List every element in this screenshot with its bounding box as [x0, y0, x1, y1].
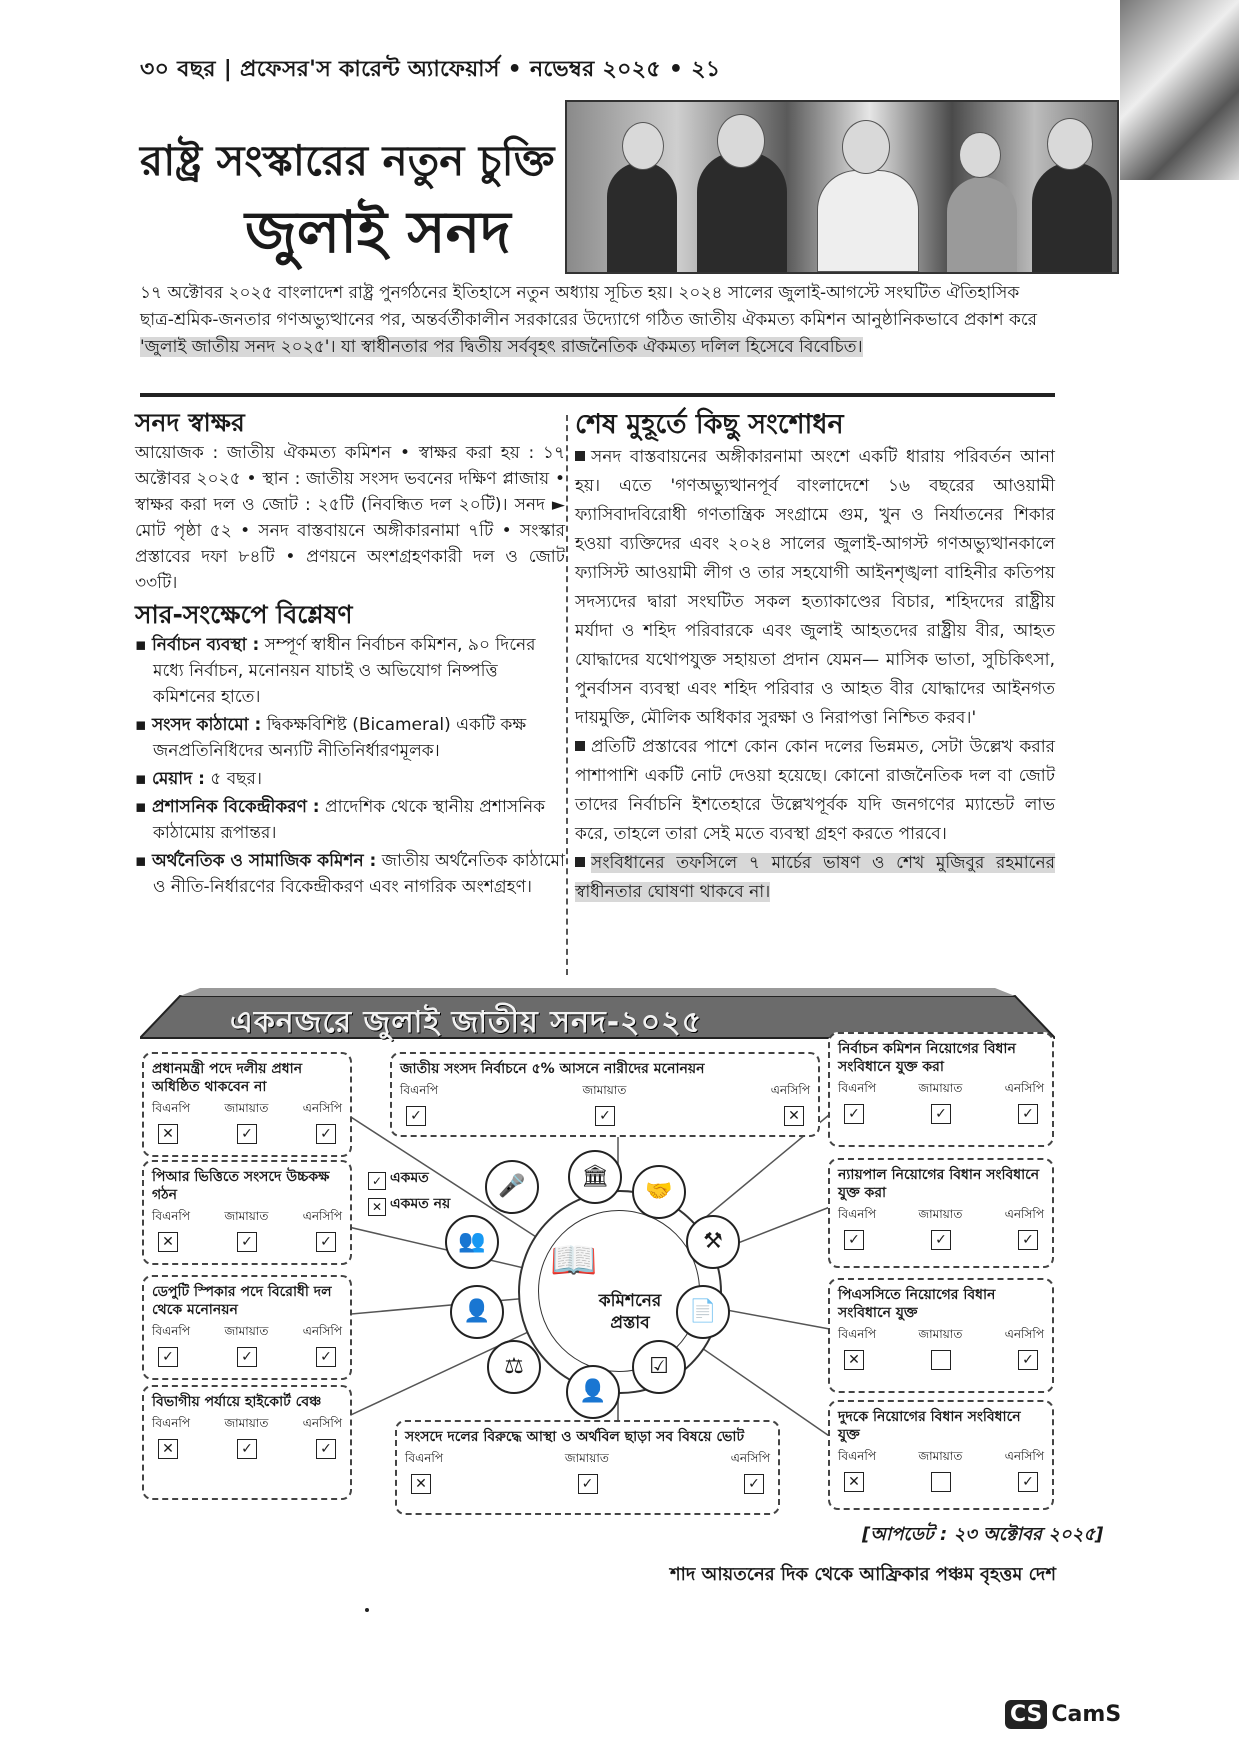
- amendments-heading: শেষ মুহূর্তে কিছু সংশোধন: [575, 409, 844, 440]
- cross-icon: ✕: [411, 1474, 431, 1494]
- proposal-title: সংসদে দলের বিরুদ্ধে আস্থা ও অর্থবিল ছাড়া সব বিষয়ে ভোট: [405, 1429, 745, 1445]
- ballot-icon: ☑: [632, 1340, 686, 1394]
- party-labels: [838, 1326, 1044, 1346]
- proposal-title: দুদকে নিয়োগের বিধান সংবিধানে যুক্ত: [838, 1409, 1021, 1443]
- footer-line: শাদ আয়তনের দিক থেকে আফ্রিকার পঞ্চম বৃহত্তম দেশ: [670, 1564, 1056, 1585]
- check-icon: ✓: [368, 1172, 386, 1190]
- proposal-title: নির্বাচন কমিশন নিয়োগের বিধান সংবিধানে যুক্ত করা: [838, 1041, 1016, 1075]
- proposal-title: পিআর ভিত্তিতে সংসদে উচ্চকক্ষ গঠন: [152, 1169, 330, 1203]
- party-label: এনসিপি: [1004, 1081, 1044, 1095]
- cross-icon: ✕: [784, 1106, 804, 1126]
- analysis-item: ▪ মেয়াদ : ৫ বছর।: [135, 769, 262, 789]
- speck: [365, 1608, 369, 1612]
- person-icon: 👤: [450, 1285, 504, 1339]
- analysis-item: ▪ অর্থনৈতিক ও সামাজিক কমিশন : জাতীয় অর্থনৈতিক কাঠামো ও নীতি-নির্ধারণের বিকেন্দ্রীকরণ এবং নাগরিক অংশগ্রহণ।: [135, 851, 565, 897]
- party-label: এনসিপি: [1004, 1327, 1044, 1341]
- party-label: এনসিপি: [1004, 1449, 1044, 1463]
- proposal-box: [142, 1160, 352, 1265]
- check-icon: ✓: [1018, 1350, 1038, 1370]
- check-icon: ✓: [316, 1124, 336, 1144]
- proposal-title: জাতীয় সংসদ নির্বাচনে ৫% আসনে নারীদের মনোনয়ন: [400, 1061, 705, 1077]
- party-label: বিএনপি: [838, 1449, 876, 1463]
- vote-marks: [838, 1350, 1044, 1370]
- party-labels: [152, 1415, 342, 1435]
- party-label: বিএনপি: [400, 1083, 438, 1097]
- party-label: বিএনপি: [838, 1327, 876, 1341]
- check-icon: ✓: [931, 1230, 951, 1250]
- check-icon: ✓: [595, 1106, 615, 1126]
- cs-logo: CS: [1005, 1700, 1047, 1729]
- party-label: জামায়াত: [582, 1083, 627, 1097]
- empty-box-icon: [931, 1350, 951, 1370]
- party-label: জামায়াত: [224, 1101, 269, 1115]
- party-labels: [152, 1323, 342, 1343]
- check-icon: ✓: [316, 1347, 336, 1367]
- bullet-icon: ▪: [135, 715, 152, 735]
- party-label: জামায়াত: [918, 1327, 963, 1341]
- party-labels: [152, 1100, 342, 1120]
- vote-marks: [405, 1474, 770, 1494]
- cross-icon: ✕: [158, 1232, 178, 1252]
- citizen-icon: 👤: [566, 1365, 620, 1419]
- check-icon: ✓: [844, 1230, 864, 1250]
- open-book-icon: 📖: [550, 1238, 598, 1282]
- analysis-item: ▪ প্রশাসনিক বিকেন্দ্রীকরণ : প্রাদেশিক থেকে স্থানীয় প্রশাসনিক কাঠামোয় রূপান্তর।: [135, 797, 546, 843]
- proposal-box: [828, 1278, 1054, 1393]
- vote-marks: [400, 1106, 810, 1126]
- check-icon: ✓: [237, 1232, 257, 1252]
- check-icon: ✓: [1018, 1104, 1038, 1124]
- check-icon: ✓: [237, 1124, 257, 1144]
- check-icon: ✓: [1018, 1230, 1038, 1250]
- bullet-icon: ▪: [135, 851, 152, 871]
- vote-marks: [838, 1104, 1044, 1124]
- update-note: [আপডেট : ২৩ অক্টোবর ২০২৫]: [862, 1524, 1104, 1545]
- party-label: জামায়াত: [224, 1416, 269, 1430]
- bullet-icon: ▪: [135, 797, 152, 817]
- proposal-box: [142, 1385, 352, 1500]
- proposal-box: [142, 1052, 352, 1157]
- bullet-icon: ▪: [135, 769, 152, 789]
- party-label: এনসিপি: [302, 1209, 342, 1223]
- group-icon: 👥: [445, 1215, 499, 1269]
- page-header: ৩০ বছর | প্রফেসর'স কারেন্ট অ্যাফেয়ার্স • নভেম্বর ২০২৫ • ২১: [140, 57, 721, 82]
- speaker-icon: 🎤: [485, 1160, 539, 1214]
- analysis-heading: সার-সংক্ষেপে বিশ্লেষণ: [135, 600, 353, 629]
- party-labels: [400, 1082, 810, 1102]
- cross-icon: ✕: [158, 1124, 178, 1144]
- amendment-paragraph-1: সনদ বাস্তবায়নের অঙ্গীকারনামা অংশে একটি ধারায় পরিবর্তন আনা হয়। এতে 'গণঅভ্যুত্থানপূর্ব বাংলাদেশে ১৬ বছরের আওয়ামী ফ্যাসিবাদবিরোধী গণতান্ত্রিক সংগ্রামে গুম, খুন ও নির্যাতনের শিকার হওয়া ব্যক্তিদের এবং ২০২৪ সালের জুলাই-আগস্ট গণঅভ্যুত্থানকালে ফ্যাসিস্ট আওয়ামী লীগ ও তার সহযোগী আইনশৃঙ্খলা বাহিনীর কতিপয় সদস্যদের দ্বারা সংঘটিত সকল হত্যাকাণ্ডের বিচার, শহিদদের রাষ্ট্রীয় মর্যাদা ও শহিদ পরিবারকে এবং জুলাই আহতদের রাষ্ট্রীয় বীর, আহত যোদ্ধাদের যথোপযুক্ত সহায়তা প্রদান যেমন— মাসিক ভাতা, সুচিকিৎসা, পুনর্বাসন ব্যবস্থা এবং শহিদ পরিবার ও আহত বীর যোদ্ধাদের আইনগত দায়মুক্তি, মৌলিক অধিকার সুরক্ষা ও নিরাপত্তা নিশ্চিত করব।': [575, 447, 1055, 728]
- proposal-box: [828, 1400, 1054, 1510]
- party-labels: [838, 1206, 1044, 1226]
- party-label: বিএনপি: [838, 1207, 876, 1221]
- amendment-paragraph-3: সংবিধানের তফসিলে ৭ মার্চের ভাষণ ও শেখ মুজিবুর রহমানের স্বাধীনতার ঘোষণা থাকবে না।: [575, 853, 1055, 902]
- vote-marks: [152, 1232, 342, 1252]
- proposal-title: ডেপুটি স্পিকার পদে বিরোধী দল থেকে মনোনয়ন: [152, 1284, 332, 1318]
- party-label: এনসিপি: [302, 1101, 342, 1115]
- check-icon: ✓: [1018, 1472, 1038, 1492]
- proposal-title: ন্যায়পাল নিয়োগের বিধান সংবিধানে যুক্ত করা: [838, 1167, 1040, 1201]
- check-icon: ✓: [406, 1106, 426, 1126]
- infographic-title: একনজরে জুলাই জাতীয় সনদ-২০২৫: [230, 1005, 703, 1040]
- cross-icon: ✕: [368, 1198, 386, 1216]
- check-icon: ✓: [237, 1439, 257, 1459]
- party-label: এনসিপি: [1004, 1207, 1044, 1221]
- party-labels: [152, 1208, 342, 1228]
- gavel-icon: ⚒: [686, 1215, 740, 1269]
- signing-heading: সনদ স্বাক্ষর: [135, 408, 245, 437]
- empty-box-icon: [931, 1472, 951, 1492]
- party-labels: [838, 1080, 1044, 1100]
- scales-icon: ⚖: [487, 1340, 541, 1394]
- party-label: বিএনপি: [152, 1324, 190, 1338]
- check-icon: ✓: [316, 1439, 336, 1459]
- amendment-paragraph-2: প্রতিটি প্রস্তাবের পাশে কোন কোন দলের ভিন্নমত, সেটা উল্লেখ করার পাশাপাশি একটি নোট দেওয়া হয়েছে। কোনো রাজনৈতিক দল বা জোট তাদের নির্বাচনি ইশতেহারে উল্লেখপূর্বক যদি জনগণের ম্যান্ডেট লাভ করে, তাহলে তারা সেই মতে ব্যবস্থা গ্রহণ করতে পারবে।: [575, 737, 1055, 844]
- article-title: জুলাই সনদ: [245, 198, 511, 266]
- party-label: জামায়াত: [918, 1081, 963, 1095]
- handshake-icon: 🤝: [632, 1165, 686, 1219]
- proposal-box: [142, 1275, 352, 1380]
- cross-icon: ✕: [844, 1350, 864, 1370]
- check-icon: ✓: [158, 1347, 178, 1367]
- party-label: জামায়াত: [224, 1209, 269, 1223]
- proposal-title: পিএসসিতে নিয়োগের বিধান সংবিধানে যুক্ত: [838, 1287, 996, 1321]
- analysis-item: ▪ সংসদ কাঠামো : দ্বিকক্ষবিশিষ্ট (Bicameral) একটি কক্ষ জনপ্রতিনিধিদের অন্যটি নীতিনির্ধারণমূলক।: [135, 715, 527, 761]
- camscanner-badge: CS CamS: [1005, 1700, 1121, 1729]
- party-label: এনসিপি: [770, 1083, 810, 1097]
- party-label: এনসিপি: [302, 1324, 342, 1338]
- party-label: এনসিপি: [302, 1416, 342, 1430]
- cross-icon: ✕: [844, 1472, 864, 1492]
- vote-marks: [838, 1230, 1044, 1250]
- proposal-box: [828, 1158, 1054, 1268]
- proposal-box: [828, 1032, 1054, 1147]
- party-label: জামায়াত: [564, 1451, 609, 1465]
- party-label: জামায়াত: [918, 1449, 963, 1463]
- vote-marks: [152, 1439, 342, 1459]
- check-icon: ✓: [844, 1104, 864, 1124]
- document-icon: 📄: [676, 1285, 730, 1339]
- party-labels: [838, 1448, 1044, 1468]
- proposal-box: [390, 1052, 820, 1137]
- party-label: বিএনপি: [152, 1416, 190, 1430]
- check-icon: ✓: [316, 1232, 336, 1252]
- center-label: কমিশনের প্রস্তাব: [598, 1291, 662, 1333]
- parliament-icon: 🏛: [568, 1150, 622, 1204]
- party-label: জামায়াত: [918, 1207, 963, 1221]
- party-label: জামায়াত: [224, 1324, 269, 1338]
- vote-marks: [838, 1472, 1044, 1492]
- check-icon: ✓: [744, 1474, 764, 1494]
- bullet-icon: ▪: [135, 635, 152, 655]
- intro-text: ১৭ অক্টোবর ২০২৫ বাংলাদেশ রাষ্ট্র পুনর্গঠনের ইতিহাসে নতুন অধ্যায় সূচিত হয়। ২০২৪ সালের জুলাই-আগস্টে সংঘটিত ঐতিহাসিক ছাত্র-শ্রমিক-জনতার গণঅভ্যুত্থানের পর, অন্তর্বর্তীকালীন সরকারের উদ্যোগে গঠিত জাতীয় ঐকমত্য কমিশন আনুষ্ঠানিকভাবে প্রকাশ করে: [140, 283, 1038, 330]
- party-label: বিএনপি: [838, 1081, 876, 1095]
- cross-icon: ✕: [158, 1439, 178, 1459]
- proposal-title: বিভাগীয় পর্যায়ে হাইকোর্ট বেঞ্চ: [152, 1394, 322, 1410]
- proposal-title: প্রধানমন্ত্রী পদে দলীয় প্রধান অধিষ্ঠিত থাকবেন না: [152, 1061, 303, 1095]
- article-kicker: রাষ্ট্র সংস্কারের নতুন চুক্তি: [140, 136, 555, 185]
- party-label: বিএনপি: [152, 1209, 190, 1223]
- party-label: এনসিপি: [730, 1451, 770, 1465]
- check-icon: ✓: [578, 1474, 598, 1494]
- party-labels: [405, 1450, 770, 1470]
- party-label: বিএনপি: [405, 1451, 443, 1465]
- signing-details: আয়োজক : জাতীয় ঐকমত্য কমিশন • স্বাক্ষর করা হয় : ১৭ অক্টোবর ২০২৫ • স্থান : জাতীয় সংসদ ভবনের দক্ষিণ প্লাজায় • স্বাক্ষর করা দল ও জোট : ২৫টি (নিবন্ধিত দল ২০টি)। সনদ ► মোট পৃষ্ঠা ৫২ • সনদ বাস্তবায়নে অঙ্গীকারনামা ৭টি • সংস্কার প্রস্তাবের দফা ৮৪টি • প্রণয়নে অংশগ্রহণকারী দল ও জোট ৩৩টি।: [135, 443, 565, 593]
- party-label: বিএনপি: [152, 1101, 190, 1115]
- legend: ✓ একমত ✕ একমত নয়: [368, 1165, 450, 1217]
- proposal-box: [395, 1420, 780, 1515]
- vote-marks: [152, 1124, 342, 1144]
- vote-marks: [152, 1347, 342, 1367]
- check-icon: ✓: [237, 1347, 257, 1367]
- intro-highlight: 'জুলাই জাতীয় সনদ ২০২৫'। যা স্বাধীনতার পর দ্বিতীয় সর্ববৃহৎ রাজনৈতিক ঐকমত্য দলিল হিসেবে বিবেচিত।: [140, 337, 863, 357]
- check-icon: ✓: [931, 1104, 951, 1124]
- analysis-item: ▪ নির্বাচন ব্যবস্থা : সম্পূর্ণ স্বাধীন নির্বাচন কমিশন, ৯০ দিনের মধ্যে নির্বাচন, মনোনয়ন যাচাই ও অভিযোগ নিষ্পত্তি কমিশনের হাতে।: [135, 635, 536, 707]
